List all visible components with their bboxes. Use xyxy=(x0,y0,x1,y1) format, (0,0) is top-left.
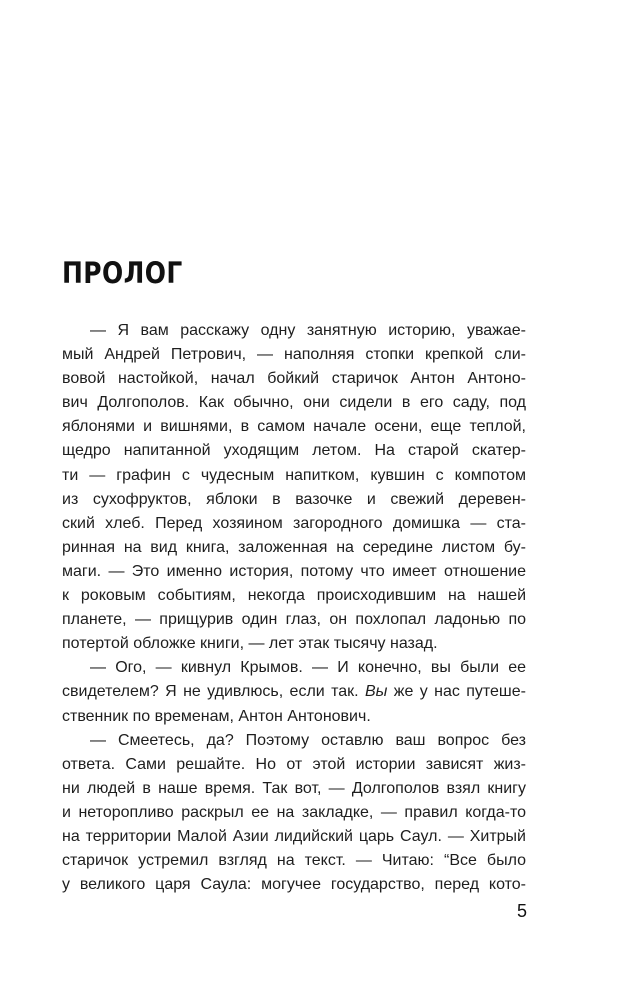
paragraph-2 xyxy=(62,656,526,728)
italic-word: Вы xyxy=(364,683,388,701)
text-line: потертой обложке книги, — лет этак тысячу назад. xyxy=(62,635,438,653)
text-line: — Ого, — кивнул Крымов. — И конечно, вы были ее xyxy=(90,659,526,677)
text-line: ти — графин с чудесным напитком, кувшин с компотом xyxy=(62,466,526,484)
text-line: старичок устремил взгляд на текст. — Читаю: “Все было xyxy=(62,852,526,870)
text-line: — Смеетесь, да? Поэтому оставлю ваш вопрос без xyxy=(90,731,526,749)
text-line: планете, — прищурив один глаз, он похлопал ладонью по xyxy=(62,611,526,629)
text-line: ни людей в наше время. Так вот, — Долгополов взял книгу xyxy=(62,779,526,797)
text-line: ский хлеб. Перед хозяином загородного домишка — ста- xyxy=(62,514,526,532)
chapter-title: ПРОЛОГ xyxy=(62,256,183,290)
text-line: ственник по временам, Антон Антонович. xyxy=(62,707,371,725)
text-line: — Я вам расскажу одну занятную историю, уважае- xyxy=(90,322,526,339)
text-line: мый Андрей Петрович, — наполняя стопки крепкой сли- xyxy=(62,346,526,364)
text-line: к роковым событиям, некогда происходившим на нашей xyxy=(62,587,526,605)
text-line: и неторопливо раскрыл ее на закладке, — правил когда-то xyxy=(62,803,526,821)
text-line: ответа. Сами решайте. Но от этой истории зависят жиз- xyxy=(62,755,526,773)
text-line: маги. — Это именно история, потому что имеет отношение xyxy=(62,562,526,580)
text-line: яблонями и вишнями, в самом начале осени, еще теплой, xyxy=(62,418,526,436)
page-number: 5 xyxy=(516,901,527,921)
body-text xyxy=(62,319,526,897)
text-line: щедро напитанной уходящим летом. На старой скатер- xyxy=(62,442,526,460)
paragraph-1 xyxy=(62,319,526,656)
text-line: из сухофруктов, яблоки в вазочке и свежий деревен- xyxy=(62,490,526,508)
text-line: ринная на вид книга, заложенная на середине листом бу- xyxy=(62,538,526,556)
text-line: у великого царя Саула: могучее государство, перед кото- xyxy=(62,876,526,894)
text-line: вовой настойкой, начал бойкий старичок Антон Антоно- xyxy=(62,370,526,388)
paragraph-3 xyxy=(62,729,526,898)
text-line: на территории Малой Азии лидийский царь Саул. — Хитрый xyxy=(62,827,526,845)
text-segment: свидетелем? Я не удивлюсь, если так. xyxy=(62,683,359,701)
text-line-with-italic xyxy=(62,680,526,704)
text-line: вич Долгополов. Как обычно, они сидели в его саду, под xyxy=(62,394,526,412)
text-segment: же у нас путеше- xyxy=(393,683,526,701)
